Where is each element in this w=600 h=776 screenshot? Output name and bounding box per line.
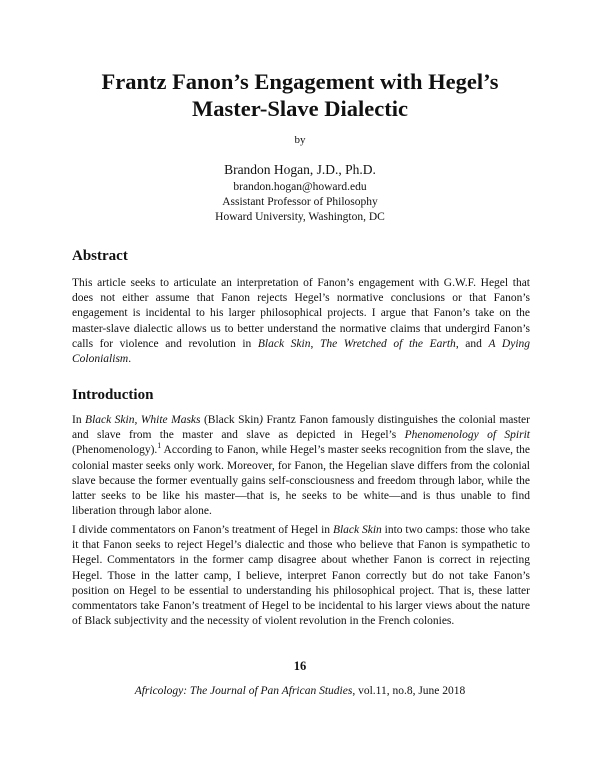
byline: by bbox=[294, 134, 306, 146]
article-title bbox=[60, 68, 540, 122]
journal-footer: Africology: The Journal of Pan African Studies, vol.11, no.8, June 2018 bbox=[134, 685, 466, 697]
introduction-paragraph-1: In Black Skin, White Masks (Black Skin) Frantz Fanon famously distinguishes the colonial master and slave from the master and slave as depicted in Hegel’s Phenomenology of Spirit (Phenomenology).$^1$ According to Fanon, while Hegel’s master seeks recognition from the slave, the colonial master seeks only work. Moreover, for Fanon, the Hegelian slave differs from the colonial slave because the former eventually gains self-consciousness and freedom through labor, while the latter seeks to be like his master—that is, he seeks to be white—and is thus unable to find liberation through labor alone. bbox=[72, 414, 530, 518]
footnote-ref-1[interactable]: 1 bbox=[157, 441, 162, 451]
page-number: 16 bbox=[293, 659, 307, 673]
abstract-heading: Abstract bbox=[72, 248, 128, 264]
introduction-heading: Introduction bbox=[72, 387, 154, 403]
title-line-1: Frantz Fanon’s Engagement with Hegel’s bbox=[101, 69, 499, 94]
author-email: brandon.hogan@howard.edu bbox=[233, 181, 367, 193]
author-position: Assistant Professor of Philosophy bbox=[222, 196, 378, 208]
author-affiliation: Howard University, Washington, DC bbox=[215, 211, 385, 223]
abstract-text: This article seeks to articulate an interpretation of Fanon’s engagement with G.W.F. Hegel that does not either assume that Fanon rejects Hegel’s normative conclusions or that Fanon’s engagement is incidental to his larger philosophical projects. I argue that Fanon’s take on the master-slave dialectic allows us to better understand the normative claims that undergird Fanon’s calls for violence and revolution in Black Skin, The Wretched of the Earth, and A Dying Colonialism. bbox=[72, 277, 531, 366]
author-name: Brandon Hogan, J.D., Ph.D. bbox=[224, 162, 376, 177]
title-line-2: Master-Slave Dialectic bbox=[192, 96, 408, 121]
introduction-paragraph-2: I divide commentators on Fanon’s treatment of Hegel in Black Skin into two camps: those who take it that Fanon seeks to reject Hegel’s dialectic and those who believe that Fanon is sympathetic to Hegel. Commentators in the former camp disagree about whether Fanon is correct in rejecting Hegel. Those in the latter camp, I believe, interpret Fanon correctly but do not take Fanon’s position on Hegel to be essential to understanding his philosophical project. That is, these latter commentators take Fanon’s treatment of Hegel to be incidental to his larger views about the nature of Black subjectivity and the necessity of violent revolution in the French colonies. bbox=[72, 524, 530, 628]
